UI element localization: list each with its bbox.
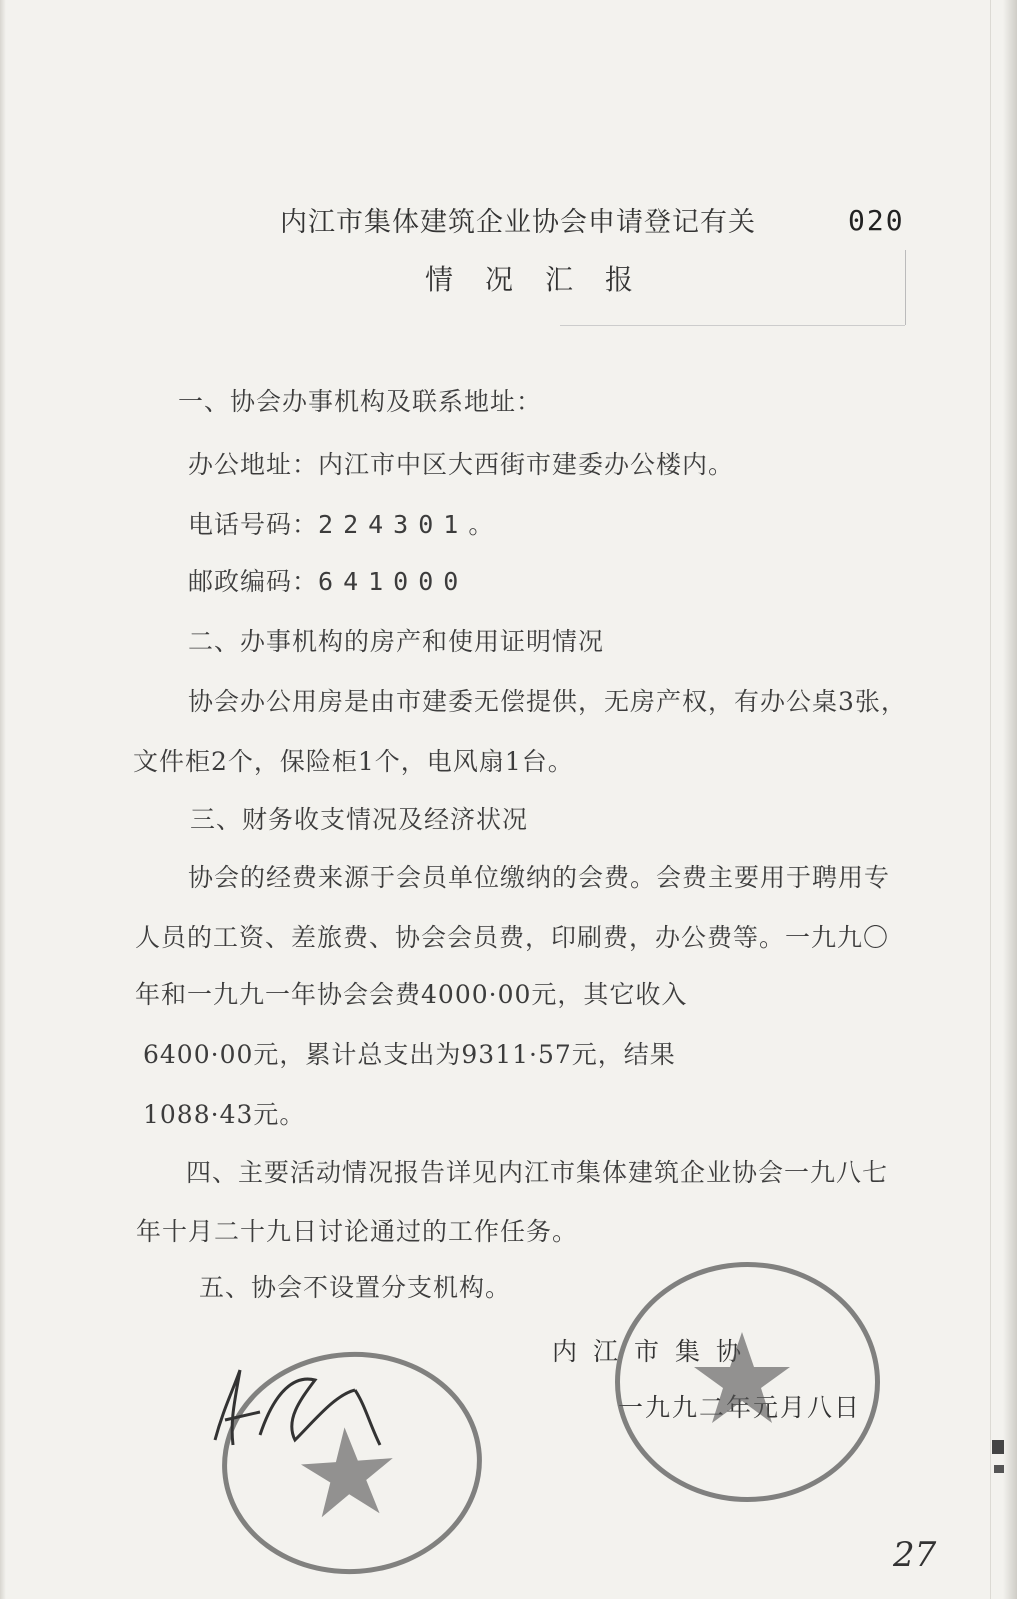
section-2-text: 协会办公用房是由市建委无偿提供，无房产权，有办公桌3张， [188,687,907,716]
scan-mark [992,1440,1004,1454]
phone-number: 224301。 [318,510,504,539]
section-4-text: 四、主要活动情况报告详见内江市集体建筑企业协会一九八七 [186,1158,889,1187]
address-line: 办公地址：内江市中区大西街市建委办公楼内。 [188,450,735,479]
scan-mark [994,1465,1004,1473]
section-2-heading: 二、办事机构的房产和使用证明情况 [188,627,605,656]
organization-signoff: 内江市集协 [552,1337,758,1366]
document-title: 内江市集体建筑企业协会申请登记有关 [280,207,756,238]
scan-edge-right [1003,0,1017,1599]
document-code: 020 [848,204,905,237]
section-3-text: 6400·00元，累计总支出为9311·57元，结果 [143,1040,676,1069]
section-3-text: 协会的经费来源于会员单位缴纳的会费。会费主要用于聘用专 [188,863,891,892]
section-4-text: 年十月二十九日讨论通过的工作任务。 [136,1217,579,1246]
scan-edge-left [0,0,6,1599]
page-number: 27 [893,1535,937,1575]
section-3-text: 1088·43元。 [143,1100,306,1129]
handwritten-signature [205,1350,405,1460]
postcode-label: 邮政编码： [188,567,319,596]
phone-line [188,505,503,541]
section-1-heading: 一、协会办事机构及联系地址： [178,387,543,416]
box-line [905,250,906,325]
official-seal-right [615,1262,880,1502]
section-5-text: 五、协会不设置分支机构。 [199,1273,512,1302]
postcode-line [188,562,468,598]
section-2-text: 文件柜2个，保险柜1个，电风扇1台。 [133,747,574,776]
phone-label: 电话号码： [188,510,319,539]
signoff-date: 一九九二年元月八日 [618,1393,862,1422]
section-3-text: 年和一九九一年协会会费4000·00元，其它收入 [135,980,688,1009]
fold-line [990,0,991,1599]
box-line [560,325,905,326]
document-subtitle: 情况汇报 [425,263,666,296]
star-icon [620,1267,865,1487]
section-3-text: 人员的工资、差旅费、协会会员费，印刷费，办公费等。一九九〇 [135,923,890,952]
postcode-number: 641000 [318,567,469,596]
section-3-heading: 三、财务收支情况及经济状况 [190,805,529,834]
